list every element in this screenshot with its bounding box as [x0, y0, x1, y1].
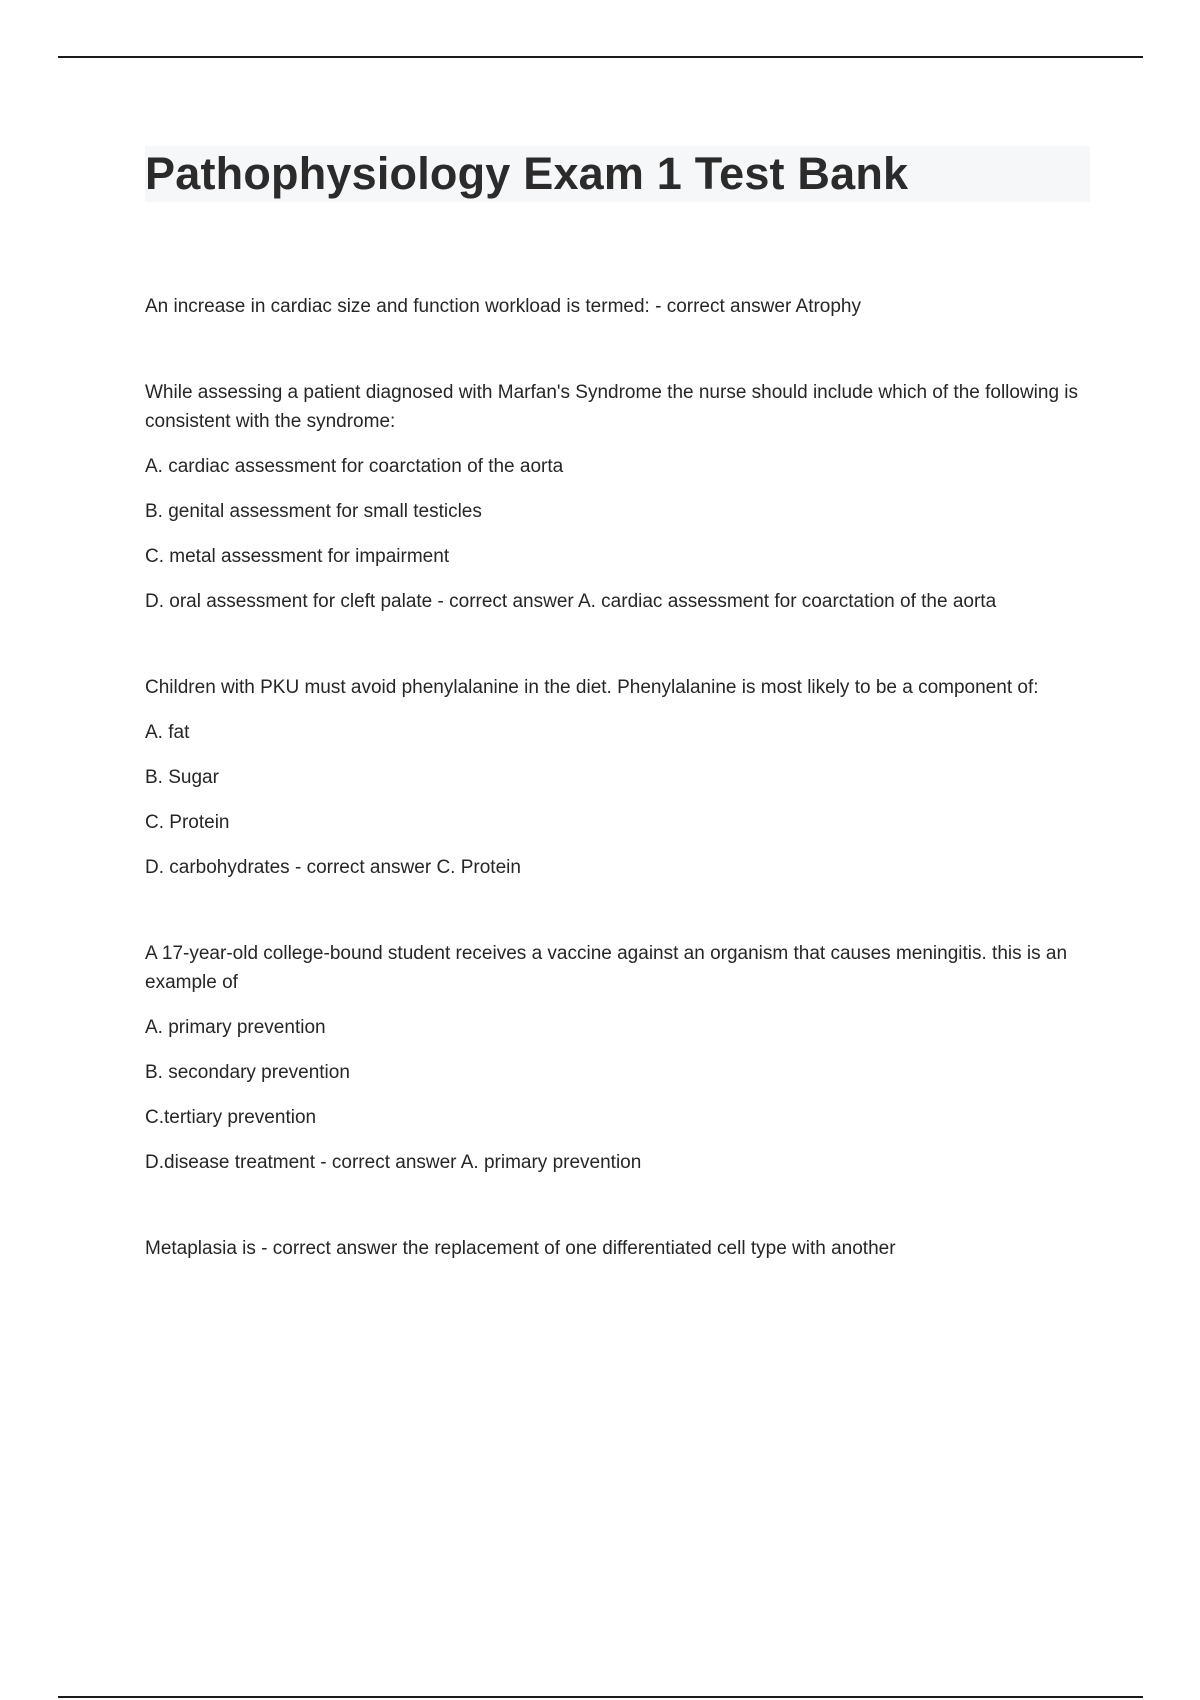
question-text: Metaplasia is - correct answer the replacement of one differentiated cell type with another: [145, 1238, 896, 1259]
document-body: [145, 146, 1090, 1320]
title-band: [145, 146, 1090, 202]
answer-option: D. oral assessment for cleft palate - correct answer A. cardiac assessment for coarctation of the aorta: [145, 591, 997, 612]
bottom-divider: [58, 1696, 1143, 1698]
top-divider: [58, 56, 1143, 58]
question-item: [145, 292, 1090, 321]
answer-option: A. primary prevention: [145, 1017, 326, 1038]
answer-option: D.disease treatment - correct answer A. primary prevention: [145, 1152, 642, 1173]
question-text: While assessing a patient diagnosed with Marfan's Syndrome the nurse should include which of the following is consistent with the syndrome:: [145, 382, 1079, 432]
answer-option: A. cardiac assessment for coarctation of the aorta: [145, 456, 564, 477]
question-item: [145, 939, 1090, 1177]
question-item: [145, 378, 1090, 616]
answer-option: A. fat: [145, 722, 190, 743]
answer-option: C. Protein: [145, 812, 230, 833]
answer-option: C. metal assessment for impairment: [145, 546, 450, 567]
question-text: A 17-year-old college-bound student receives a vaccine against an organism that causes meningitis. this is an example of: [145, 943, 1068, 993]
question-list: [145, 292, 1090, 1263]
answer-option: B. genital assessment for small testicles: [145, 501, 482, 522]
question-text: Children with PKU must avoid phenylalanine in the diet. Phenylalanine is most likely to be a component of:: [145, 677, 1039, 698]
answer-option: B. Sugar: [145, 767, 219, 788]
answer-option: B. secondary prevention: [145, 1062, 350, 1083]
question-item: [145, 673, 1090, 882]
answer-option: D. carbohydrates - correct answer C. Protein: [145, 857, 521, 878]
answer-option: C.tertiary prevention: [145, 1107, 317, 1128]
question-item: [145, 1234, 1090, 1263]
question-text: An increase in cardiac size and function workload is termed: - correct answer Atrophy: [145, 296, 861, 317]
document-title: Pathophysiology Exam 1 Test Bank: [145, 148, 909, 199]
